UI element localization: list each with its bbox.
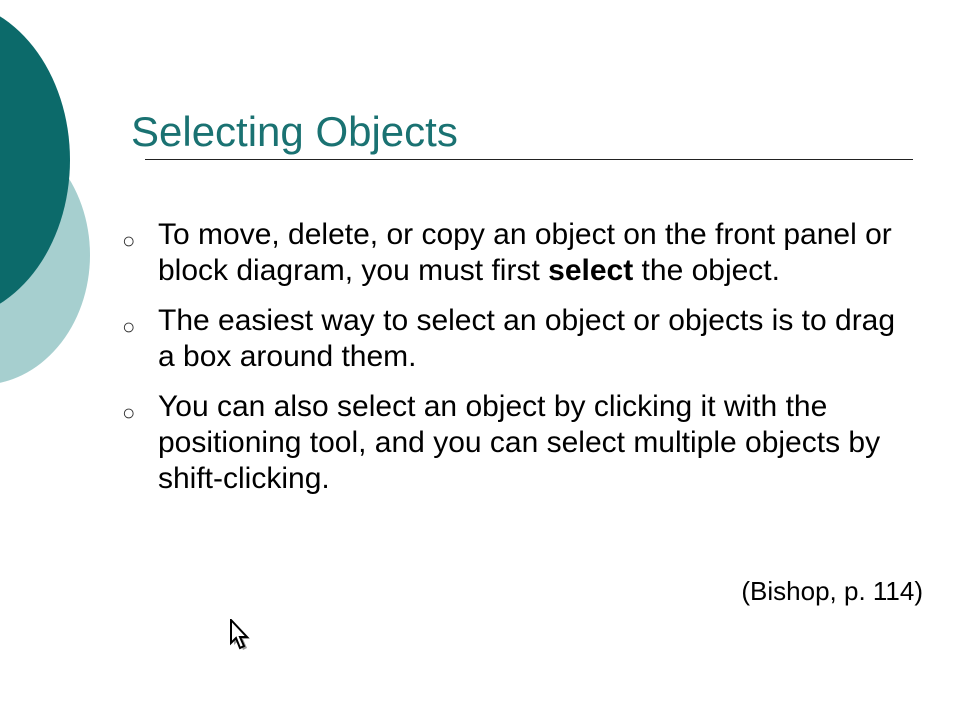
bullet-bold-text: select — [548, 254, 634, 287]
title-underline — [145, 159, 913, 160]
bullet-item — [120, 389, 920, 497]
bullet-item — [120, 217, 920, 289]
bullet-list — [120, 217, 920, 511]
dark-teal-circle — [0, 0, 70, 320]
bullet-text: The easiest way to select an object or objects is to drag a box around them. — [158, 304, 896, 373]
hollow-circle-icon — [122, 395, 135, 431]
mouse-pointer-icon — [229, 619, 255, 655]
citation: (Bishop, p. 114) — [741, 576, 923, 606]
hollow-circle-icon — [122, 223, 135, 259]
light-teal-circle — [0, 125, 90, 385]
bullet-text: To move, delete, or copy an object on the front panel or block diagram, you must first — [158, 218, 892, 287]
slide-title: Selecting Objects — [131, 108, 458, 155]
bullet-item — [120, 303, 920, 375]
bullet-text: You can also select an object by clicking it with the positioning tool, and you can select multiple objects by shift-clicking. — [158, 390, 881, 495]
hollow-circle-icon — [122, 309, 135, 345]
bullet-text-end: the object. — [633, 254, 780, 287]
